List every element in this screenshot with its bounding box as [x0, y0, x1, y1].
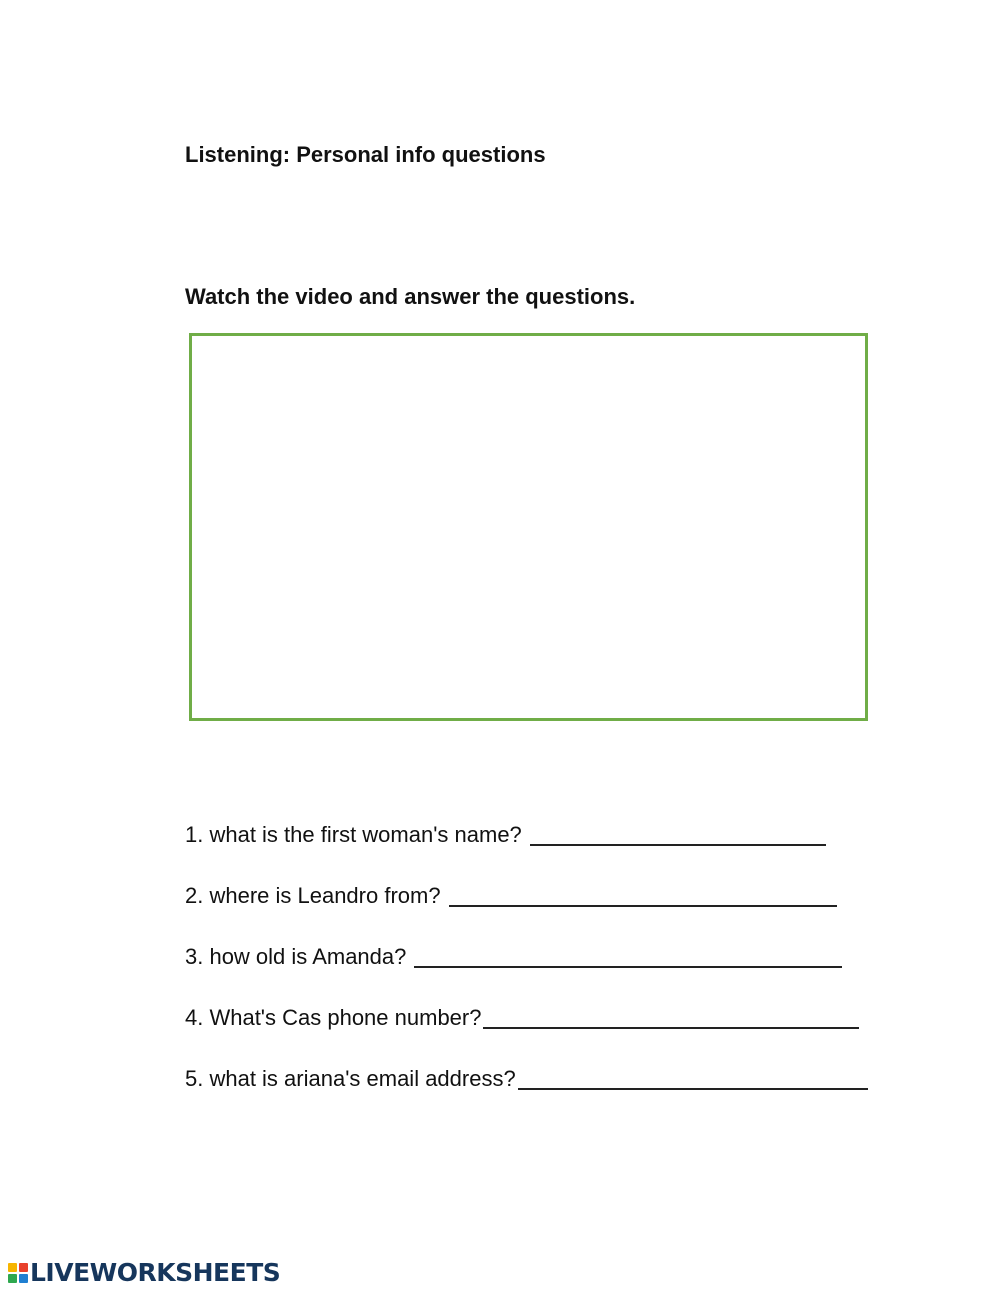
answer-1-field[interactable]: [530, 822, 826, 846]
answer-5-field[interactable]: [518, 1066, 868, 1090]
logo-block: [8, 1274, 17, 1283]
question-5-text: 5. what is ariana's email address?: [185, 1066, 516, 1091]
liveworksheets-logo[interactable]: [8, 1258, 280, 1287]
worksheet-title: Listening: Personal info questions: [185, 142, 546, 167]
brand-name: LIVEWORKSHEETS: [30, 1258, 281, 1287]
worksheet-instruction: Watch the video and answer the questions.: [185, 284, 636, 309]
question-4: [185, 1001, 859, 1031]
question-2-text: 2. where is Leandro from?: [185, 883, 441, 908]
logo-block: [19, 1263, 28, 1272]
logo-blocks-icon: [8, 1263, 28, 1283]
answer-4-field[interactable]: [483, 1005, 859, 1029]
question-5: [185, 1062, 868, 1092]
question-3: [185, 940, 842, 970]
question-1-text: 1. what is the first woman's name?: [185, 822, 522, 847]
question-3-text: 3. how old is Amanda?: [185, 944, 407, 969]
answer-2-field[interactable]: [449, 883, 837, 907]
video-placeholder[interactable]: [189, 333, 868, 721]
question-4-text: 4. What's Cas phone number?: [185, 1005, 482, 1030]
logo-block: [19, 1274, 28, 1283]
question-2: [185, 879, 837, 909]
question-1: [185, 818, 826, 848]
logo-block: [8, 1263, 17, 1272]
answer-3-field[interactable]: [414, 944, 842, 968]
